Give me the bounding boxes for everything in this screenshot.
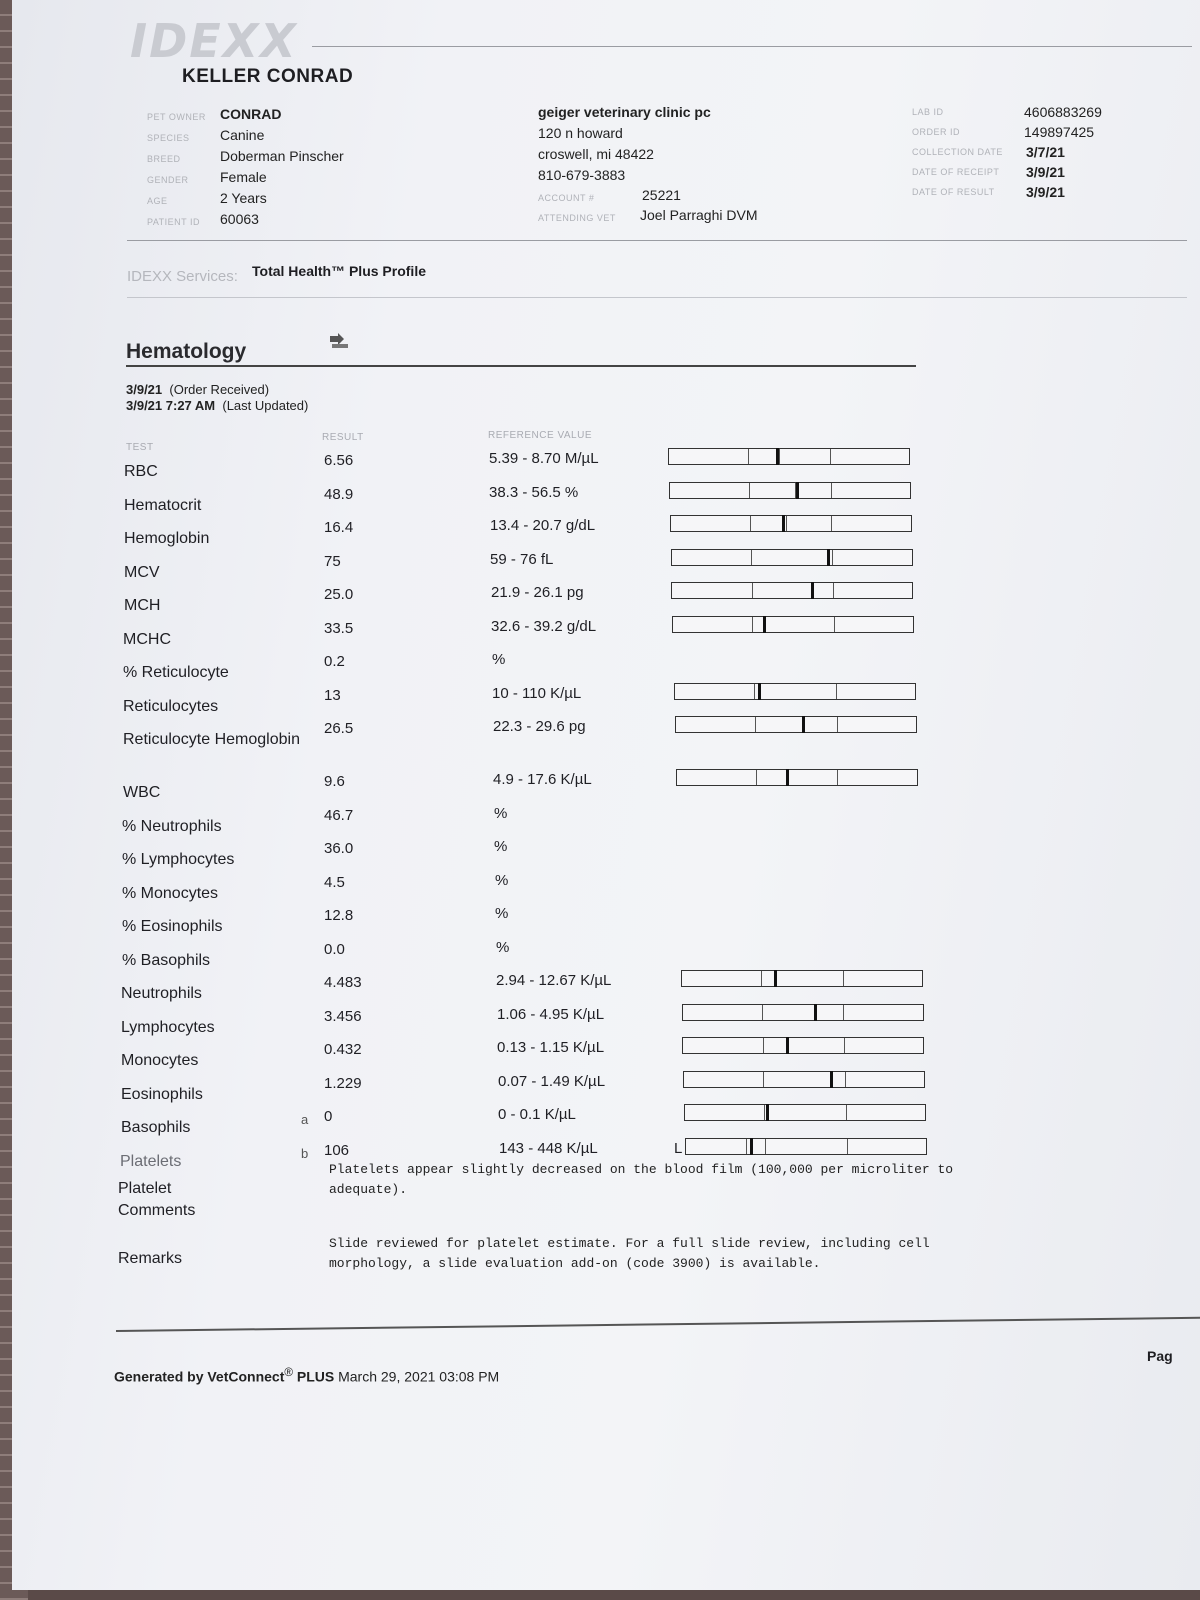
result-test-name: Lymphocytes	[121, 1018, 215, 1036]
patient-field-value: Canine	[220, 127, 265, 143]
range-bar-divider	[843, 1005, 844, 1020]
info-rule	[127, 240, 1187, 241]
patient-field-value: Doberman Pinscher	[220, 148, 344, 164]
result-test-name: WBC	[123, 784, 161, 801]
range-bar-marker	[763, 616, 766, 633]
result-value: 0.0	[324, 940, 345, 958]
range-bar-divider	[754, 684, 755, 699]
received-date: 3/9/21	[126, 382, 163, 397]
reference-range-bar	[682, 1004, 924, 1021]
result-reference: 32.6 - 39.2 g/dL	[491, 617, 597, 635]
result-test-name: Monocytes	[121, 1052, 199, 1069]
remarks-label: Remarks	[118, 1250, 183, 1267]
result-test-name: Platelets	[120, 1152, 182, 1170]
range-bar-divider	[752, 617, 753, 632]
lab-field-label: ORDER ID	[912, 127, 961, 137]
range-bar-marker	[758, 683, 761, 700]
range-bar-divider	[834, 617, 835, 632]
result-test-name: RBC	[124, 463, 158, 480]
result-footnote-flag: a	[301, 1112, 309, 1127]
lab-field-value: 149897425	[1024, 124, 1095, 140]
range-bar-divider	[750, 516, 751, 531]
result-reference: %	[494, 838, 508, 855]
result-value: 9.6	[324, 773, 345, 790]
col-ref: REFERENCE VALUE	[488, 430, 593, 441]
range-bar-marker	[766, 1104, 769, 1121]
range-bar-marker	[796, 482, 799, 499]
result-test-name: % Neutrophils	[122, 817, 222, 835]
result-value: 25.0	[324, 586, 354, 603]
platelet-comments-label: Platelet Comments	[118, 1180, 196, 1219]
result-reference: %	[492, 651, 506, 668]
result-reference: %	[495, 871, 509, 889]
range-bar-divider	[786, 516, 787, 531]
reference-range-bar	[681, 970, 923, 987]
reference-range-bar	[676, 769, 918, 786]
result-test-name: MCHC	[123, 630, 171, 648]
range-bar-marker	[830, 1071, 833, 1088]
range-bar-divider	[752, 583, 753, 598]
patient-field-label: AGE	[147, 196, 168, 206]
attending-vet: Joel Parraghi DVM	[640, 207, 758, 223]
result-reference: %	[496, 938, 510, 956]
result-value: 26.5	[324, 720, 354, 737]
footer-date: March 29, 2021 03:08 PM	[338, 1368, 500, 1385]
clinic-phone: 810-679-3883	[538, 167, 626, 183]
result-value: 33.5	[324, 619, 354, 637]
range-bar-divider	[836, 684, 837, 699]
result-test-name: Hematocrit	[124, 496, 202, 514]
result-reference: 21.9 - 26.1 pg	[491, 584, 584, 601]
result-test-name: Basophils	[121, 1119, 191, 1136]
range-bar-marker	[814, 1004, 817, 1021]
range-bar-marker	[802, 716, 805, 733]
services-label: IDEXX Services:	[127, 268, 238, 285]
remarks-text: Slide reviewed for platelet estimate. For a full slide review, including cell morphology, a slide evaluation add-on (code 3900) is available.	[329, 1236, 930, 1271]
lab-report-sheet	[12, 0, 1200, 1590]
col-test: TEST	[126, 442, 154, 453]
result-reference: 38.3 - 56.5 %	[489, 483, 579, 501]
platelet-comments-text: Platelets appear slightly decreased on the blood film (100,000 per microliter to adequate).	[329, 1162, 954, 1197]
idexx-logo: IDEXX	[130, 14, 298, 68]
range-bar-divider	[845, 1072, 846, 1087]
patient-field-label: PATIENT ID	[147, 217, 201, 227]
patient-field-label: PET OWNER	[147, 112, 206, 122]
reference-range-bar	[671, 549, 913, 566]
range-bar-marker	[786, 1037, 789, 1054]
range-bar-divider	[844, 1038, 845, 1053]
result-test-name: Reticulocyte Hemoglobin	[123, 731, 300, 748]
patient-field-label: SPECIES	[147, 133, 190, 143]
range-bar-divider	[765, 1139, 766, 1154]
result-value: 46.7	[324, 806, 354, 824]
lab-field-label: COLLECTION DATE	[912, 147, 1003, 157]
result-reference: 59 - 76 fL	[490, 550, 554, 568]
result-value: 4.5	[324, 873, 345, 891]
result-test-name: % Eosinophils	[122, 918, 223, 935]
result-test-name: MCV	[124, 563, 160, 581]
footer-reg: ®	[284, 1366, 293, 1379]
result-value: 0.2	[324, 653, 345, 670]
result-value: 16.4	[324, 519, 354, 536]
range-bar-divider	[833, 583, 834, 598]
result-low-flag: L	[674, 1139, 683, 1157]
reference-range-bar	[685, 1138, 927, 1155]
result-value: 0	[324, 1108, 333, 1125]
result-reference: %	[494, 804, 508, 822]
patient-field-label: BREED	[147, 154, 181, 164]
result-value: 13	[324, 686, 341, 704]
range-bar-divider	[843, 971, 844, 986]
result-reference: 5.39 - 8.70 M/µL	[489, 450, 599, 467]
header-rule	[312, 46, 1192, 47]
result-test-name: % Monocytes	[122, 884, 219, 902]
result-reference: 13.4 - 20.7 g/dL	[490, 517, 596, 534]
range-bar-divider	[832, 550, 833, 565]
patient-field-value: Female	[220, 169, 267, 185]
reference-range-bar	[675, 716, 917, 733]
result-value: 75	[324, 552, 341, 570]
range-bar-divider	[837, 717, 838, 732]
footer-plus: PLUS	[296, 1368, 335, 1385]
range-bar-marker	[750, 1138, 753, 1155]
reference-range-bar	[669, 482, 911, 499]
result-test-name: Hemoglobin	[124, 530, 210, 547]
range-bar-marker	[782, 515, 785, 532]
updated-date: 3/9/21 7:27 AM	[126, 398, 216, 413]
updated-note: (Last Updated)	[222, 398, 309, 413]
range-bar-divider	[779, 449, 780, 464]
range-bar-divider	[751, 550, 752, 565]
page-number: Pag	[1147, 1348, 1173, 1364]
reference-range-bar	[670, 515, 912, 532]
range-bar-divider	[763, 1072, 764, 1087]
footer-generated: Generated by VetConnect	[114, 1368, 285, 1385]
result-value: 36.0	[324, 840, 354, 857]
account-number: 25221	[642, 187, 681, 203]
report-icon	[328, 332, 352, 350]
range-bar-divider	[831, 483, 832, 498]
received-note: (Order Received)	[169, 382, 270, 397]
clinic-address-2: croswell, mi 48422	[538, 146, 654, 162]
range-bar-divider	[846, 1105, 847, 1120]
result-test-name: MCH	[124, 597, 161, 614]
result-test-name: % Basophils	[122, 951, 211, 969]
range-bar-marker	[786, 769, 789, 786]
result-reference: 10 - 110 K/µL	[492, 684, 582, 702]
result-value: 4.483	[324, 974, 362, 991]
range-bar-divider	[847, 1139, 848, 1154]
result-value: 12.8	[324, 907, 354, 924]
lab-field-label: LAB ID	[912, 107, 944, 117]
result-test-name: Reticulocytes	[123, 697, 219, 715]
patient-field-value: 2 Years	[220, 190, 267, 206]
result-reference: 1.06 - 4.95 K/µL	[497, 1005, 605, 1023]
result-reference: %	[495, 905, 509, 922]
services-rule	[127, 297, 1187, 298]
clinic-name: geiger veterinary clinic pc	[538, 104, 711, 120]
result-reference: 2.94 - 12.67 K/µL	[496, 972, 612, 989]
result-value: 3.456	[324, 1007, 362, 1025]
patient-field-value: CONRAD	[220, 106, 282, 122]
result-test-name: Eosinophils	[121, 1085, 203, 1103]
result-reference: 4.9 - 17.6 K/µL	[493, 771, 592, 788]
lab-field-value: 3/7/21	[1026, 144, 1065, 160]
range-bar-marker	[827, 549, 830, 566]
range-bar-divider	[756, 770, 757, 785]
range-bar-divider	[830, 449, 831, 464]
result-value: 1.229	[324, 1074, 362, 1092]
section-title: Hematology	[126, 340, 247, 363]
lab-field-value: 3/9/21	[1026, 164, 1065, 180]
range-bar-divider	[755, 717, 756, 732]
patient-field-value: 60063	[220, 211, 259, 227]
lab-field-label: DATE OF RECEIPT	[912, 167, 1000, 177]
vet-label: ATTENDING VET	[538, 213, 616, 223]
range-bar-divider	[762, 1005, 763, 1020]
result-reference: 0.13 - 1.15 K/µL	[497, 1039, 605, 1056]
range-bar-divider	[837, 770, 838, 785]
reference-range-bar	[682, 1037, 924, 1054]
account-label: ACCOUNT #	[538, 193, 595, 203]
result-reference: 143 - 448 K/µL	[499, 1139, 598, 1157]
services-value: Total Health™ Plus Profile	[252, 263, 426, 279]
footer	[114, 1366, 499, 1385]
range-bar-divider	[763, 1038, 764, 1053]
reference-range-bar	[684, 1104, 926, 1121]
range-bar-divider	[746, 1139, 747, 1154]
result-reference: 0.07 - 1.49 K/µL	[498, 1072, 606, 1090]
result-value: 0.432	[324, 1041, 362, 1058]
clinic-address-1: 120 n howard	[538, 125, 623, 141]
result-test-name: % Lymphocytes	[122, 851, 235, 868]
footer-rule	[116, 1317, 1200, 1332]
reference-range-bar	[672, 616, 914, 633]
reference-range-bar	[671, 582, 913, 599]
result-value: 106	[324, 1141, 350, 1159]
patient-name: KELLER CONRAD	[182, 66, 354, 87]
result-reference: 22.3 - 29.6 pg	[493, 718, 586, 735]
result-value: 6.56	[324, 452, 354, 469]
reference-range-bar	[674, 683, 916, 700]
result-test-name: % Reticulocyte	[123, 664, 229, 681]
result-test-name: Neutrophils	[121, 985, 202, 1002]
result-value: 48.9	[324, 485, 354, 503]
section-rule	[126, 365, 916, 367]
lab-field-value: 3/9/21	[1026, 184, 1065, 200]
lab-field-label: DATE OF RESULT	[912, 187, 995, 197]
reference-range-bar	[683, 1071, 925, 1088]
lab-field-value: 4606883269	[1024, 104, 1102, 120]
range-bar-divider	[831, 516, 832, 531]
range-bar-divider	[761, 971, 762, 986]
result-reference: 0 - 0.1 K/µL	[498, 1106, 576, 1123]
range-bar-divider	[749, 483, 750, 498]
result-footnote-flag: b	[301, 1145, 309, 1161]
range-bar-divider	[748, 449, 749, 464]
reference-range-bar	[668, 448, 910, 465]
range-bar-marker	[776, 448, 779, 465]
range-bar-marker	[811, 582, 814, 599]
col-result: RESULT	[322, 432, 364, 443]
patient-field-label: GENDER	[147, 175, 189, 185]
range-bar-marker	[774, 970, 777, 987]
